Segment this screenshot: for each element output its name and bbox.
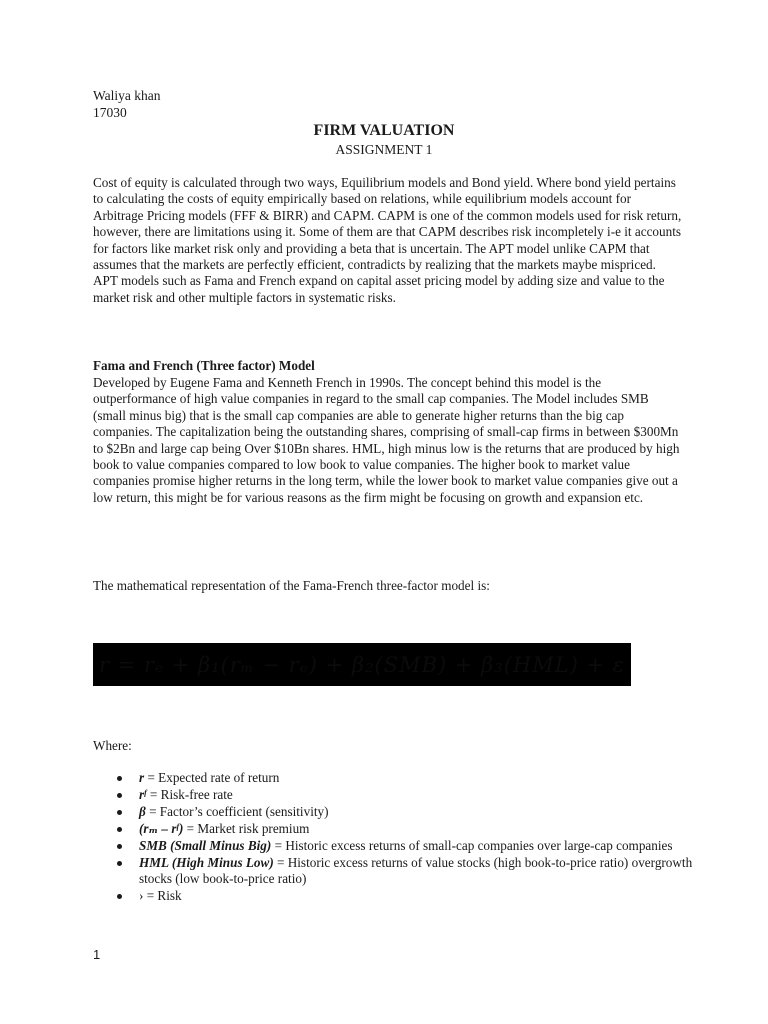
bullet-icon xyxy=(117,894,122,899)
bullet-icon xyxy=(117,844,122,849)
list-item xyxy=(93,855,693,888)
formula-intro-paragraph: The mathematical representation of the Fama-French three-factor model is: xyxy=(93,578,490,593)
definition-text: = Risk xyxy=(143,887,182,903)
author-block xyxy=(93,87,161,121)
list-item xyxy=(93,804,693,820)
intro-paragraph: Cost of equity is calculated through two ways, Equilibrium models and Bond yield. Where bond yield pertains to calculating the costs of equity empirically based on relations, while equilibrium models account for Arbitrage Pricing models (FFF & BIRR) and CAPM. CAPM is one of the common models used for risk return, however, there are limitations using it. Some of them are that CAPM describes risk incompletely i-e it accounts for factors like market risk only and providing a beta that is uncertain. The APT model unlike CAPM that assumes that the markets are perfectly efficient, contradicts by realizing that the markets maybe mispriced. APT models such as Fama and French expand on capital asset pricing model by adding size and value to the market risk and other multiple factors in systematic risks. xyxy=(93,175,682,305)
definition-term: rᶠ xyxy=(139,786,147,802)
definition-term: (rₘ – rᶠ) xyxy=(139,820,184,836)
formula-text: r = rₑ + β₁(rₘ − rₑ) + β₂(SMB) + β₃(HML) + ε xyxy=(98,652,626,677)
definition-term: r xyxy=(139,770,145,785)
definition-text: = Risk-free rate xyxy=(146,786,233,802)
definition-text: = Historic excess returns of value stocks (high book-to-price ratio) overgrowth stocks (low book-to-price ratio) xyxy=(139,854,693,886)
list-item xyxy=(93,821,693,837)
definition-term: SMB (Small Minus Big) xyxy=(139,837,272,853)
where-label: Where: xyxy=(93,738,132,753)
bullet-icon xyxy=(117,793,122,798)
document-subtitle: ASSIGNMENT 1 xyxy=(335,142,433,157)
definition-term: β xyxy=(139,803,146,819)
list-item xyxy=(93,888,693,904)
model-description-paragraph: Developed by Eugene Fama and Kenneth French in 1990s. The concept behind this model is the outperformance of high value companies in regard to the small cap companies. The Model includes SMB (small minus big) that is the small cap companies are able to generate higher returns than the big cap companies. The capitalization being the outstanding shares, comprising of small-cap firms in between $300Mn to $2Bn and large cap being Over $10Bn shares. HML, high minus low is the returns that are produced by high book to value companies compared to low book to value companies. The higher book to market value companies promise higher returns in the long term, while the lower book to market value companies give out a low return, this might be for various reasons as the firm might be focusing on growth and expansion etc. xyxy=(93,375,680,505)
section-heading: Fama and French (Three factor) Model xyxy=(93,358,315,373)
document-title: FIRM VALUATION xyxy=(313,122,455,139)
list-item xyxy=(93,787,693,803)
list-item xyxy=(93,770,693,786)
bullet-icon xyxy=(117,861,122,866)
definition-text: = Expected rate of return xyxy=(144,770,280,785)
list-item xyxy=(93,838,693,854)
author-id: 17030 xyxy=(93,105,127,120)
bullet-icon xyxy=(117,827,122,832)
formula-image xyxy=(93,643,631,686)
definitions-list xyxy=(93,770,693,905)
definition-text: = Historic excess returns of small-cap companies over large-cap companies xyxy=(271,837,673,853)
page-number: 1 xyxy=(93,947,101,962)
bullet-icon xyxy=(117,776,122,781)
author-name: Waliya khan xyxy=(93,88,161,103)
definition-term: › xyxy=(139,887,144,903)
definition-text: = Market risk premium xyxy=(183,820,310,836)
definition-term: HML (High Minus Low) xyxy=(139,854,274,870)
bullet-icon xyxy=(117,810,122,815)
definition-text: = Factor’s coefficient (sensitivity) xyxy=(145,803,329,819)
